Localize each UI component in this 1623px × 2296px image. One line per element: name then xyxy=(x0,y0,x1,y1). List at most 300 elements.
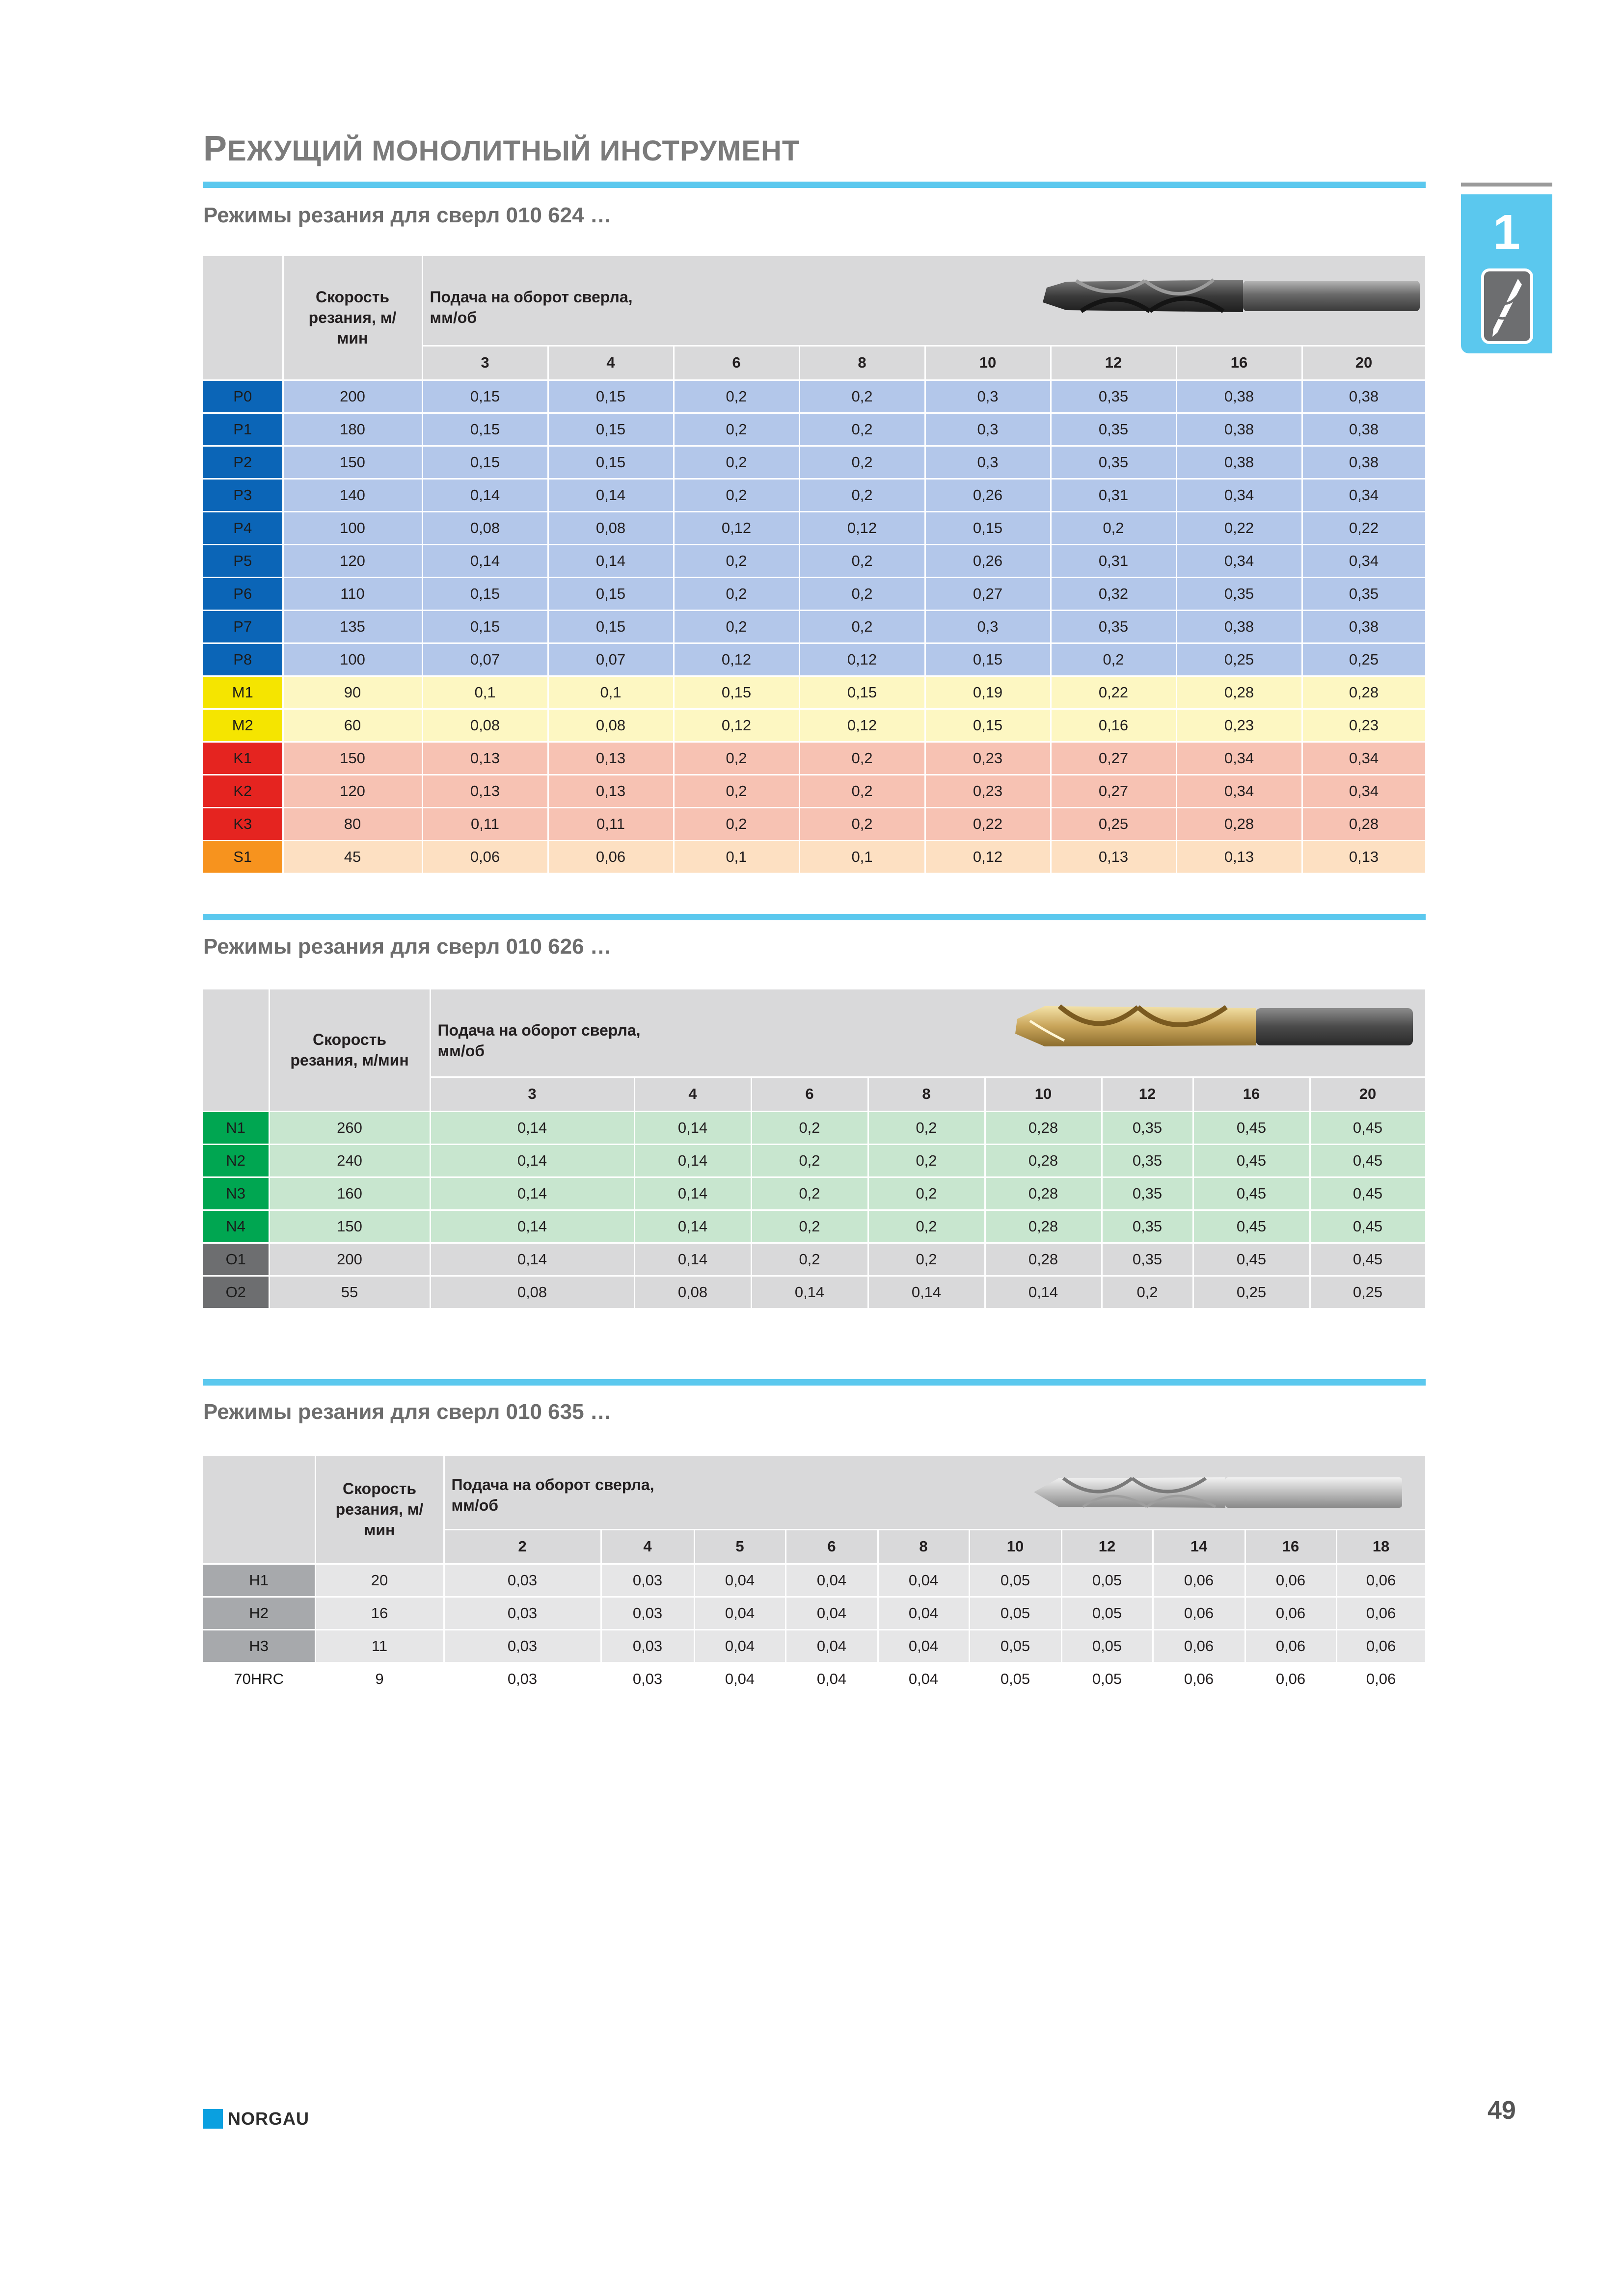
feed-value: 0,2 xyxy=(799,577,925,610)
diameter-header: 6 xyxy=(674,346,799,380)
feed-value: 0,08 xyxy=(422,709,548,742)
cutting-speed: 80 xyxy=(283,807,422,840)
feed-value: 0,04 xyxy=(694,1629,785,1662)
material-code: P0 xyxy=(203,380,283,413)
cutting-speed: 180 xyxy=(283,413,422,446)
section-divider xyxy=(203,182,1426,188)
feed-value: 0,31 xyxy=(1051,479,1176,511)
feed-value: 0,2 xyxy=(1051,643,1176,676)
feed-value: 0,23 xyxy=(925,742,1051,774)
feed-value: 0,06 xyxy=(1153,1564,1245,1597)
feed-value: 0,2 xyxy=(751,1177,868,1210)
diameter-header: 20 xyxy=(1310,1077,1426,1111)
feed-value: 0,35 xyxy=(1302,577,1426,610)
feed-value: 0,45 xyxy=(1310,1111,1426,1144)
feed-value: 0,04 xyxy=(694,1597,785,1629)
feed-value: 0,13 xyxy=(1176,840,1302,873)
feed-value: 0,15 xyxy=(548,577,674,610)
feed-value: 0,04 xyxy=(878,1629,969,1662)
feed-value: 0,45 xyxy=(1310,1243,1426,1276)
material-code: M1 xyxy=(203,676,283,709)
table-row xyxy=(203,577,1426,610)
feed-value: 0,2 xyxy=(868,1210,985,1243)
section-divider xyxy=(203,914,1426,920)
material-code: P8 xyxy=(203,643,283,676)
diameter-header: 12 xyxy=(1061,1529,1153,1564)
feed-value: 0,2 xyxy=(868,1243,985,1276)
feed-value: 0,35 xyxy=(1102,1111,1193,1144)
feed-value: 0,25 xyxy=(1310,1276,1426,1308)
feed-value: 0,06 xyxy=(1245,1629,1336,1662)
feed-value: 0,35 xyxy=(1102,1243,1193,1276)
cutting-speed: 150 xyxy=(269,1210,430,1243)
material-code: P3 xyxy=(203,479,283,511)
feed-value: 0,06 xyxy=(1336,1597,1426,1629)
feed-value: 0,14 xyxy=(868,1276,985,1308)
feed-value: 0,13 xyxy=(548,742,674,774)
feed-value: 0,05 xyxy=(969,1662,1061,1695)
table-row xyxy=(203,643,1426,676)
feed-value: 0,35 xyxy=(1176,577,1302,610)
feed-value: 0,22 xyxy=(1176,511,1302,544)
feed-value: 0,34 xyxy=(1302,742,1426,774)
feed-value: 0,28 xyxy=(1176,676,1302,709)
feed-value: 0,2 xyxy=(799,610,925,643)
feed-value: 0,14 xyxy=(548,479,674,511)
feed-value: 0,28 xyxy=(1176,807,1302,840)
table-row xyxy=(203,709,1426,742)
feed-value: 0,38 xyxy=(1302,446,1426,479)
feed-value: 0,13 xyxy=(1051,840,1176,873)
brand-logo xyxy=(203,2109,309,2129)
feed-value: 0,16 xyxy=(1051,709,1176,742)
table-row xyxy=(203,413,1426,446)
section-title-626: Режимы резания для сверл 010 626 … xyxy=(203,934,612,959)
feed-value: 0,2 xyxy=(674,577,799,610)
material-code: K2 xyxy=(203,774,283,807)
feed-value: 0,1 xyxy=(548,676,674,709)
feed-value: 0,05 xyxy=(969,1564,1061,1597)
cutting-table-624 xyxy=(203,256,1427,874)
table-row xyxy=(203,807,1426,840)
diameter-header: 8 xyxy=(799,346,925,380)
feed-header-label: Подача на оборот сверла, мм/об xyxy=(430,288,633,326)
feed-header-label: Подача на оборот сверла, мм/об xyxy=(437,1021,641,1060)
diameter-header: 5 xyxy=(694,1529,785,1564)
dark-carbide-drill-image xyxy=(1037,273,1425,317)
feed-value: 0,38 xyxy=(1176,413,1302,446)
feed-header xyxy=(430,989,1426,1077)
feed-value: 0,08 xyxy=(422,511,548,544)
feed-value: 0,2 xyxy=(799,742,925,774)
table-row xyxy=(203,840,1426,873)
material-code: O1 xyxy=(203,1243,269,1276)
feed-value: 0,28 xyxy=(1302,807,1426,840)
feed-value: 0,06 xyxy=(1153,1662,1245,1695)
cutting-speed: 45 xyxy=(283,840,422,873)
feed-value: 0,11 xyxy=(548,807,674,840)
material-code: M2 xyxy=(203,709,283,742)
page-title-rest: ЕЖУЩИЙ МОНОЛИТНЫЙ ИНСТРУМЕНТ xyxy=(227,135,800,167)
feed-value: 0,03 xyxy=(601,1629,694,1662)
feed-value: 0,26 xyxy=(925,479,1051,511)
diameter-header: 12 xyxy=(1051,346,1176,380)
feed-value: 0,2 xyxy=(674,446,799,479)
feed-value: 0,06 xyxy=(1336,1629,1426,1662)
section-title-635: Режимы резания для сверл 010 635 … xyxy=(203,1400,612,1424)
material-code: K1 xyxy=(203,742,283,774)
speed-header: Скорость резания, м/мин xyxy=(269,989,430,1111)
feed-value: 0,04 xyxy=(785,1662,878,1695)
material-code: N1 xyxy=(203,1111,269,1144)
feed-value: 0,38 xyxy=(1302,610,1426,643)
feed-value: 0,2 xyxy=(868,1111,985,1144)
speed-header: Скорость резания, м/мин xyxy=(283,256,422,380)
table-row xyxy=(203,1662,1426,1695)
material-code: P6 xyxy=(203,577,283,610)
feed-value: 0,2 xyxy=(674,742,799,774)
feed-value: 0,05 xyxy=(1061,1629,1153,1662)
feed-value: 0,12 xyxy=(674,709,799,742)
feed-value: 0,04 xyxy=(694,1564,785,1597)
feed-header-label: Подача на оборот сверла, мм/об xyxy=(451,1476,654,1514)
feed-value: 0,03 xyxy=(601,1564,694,1597)
feed-value: 0,03 xyxy=(601,1597,694,1629)
feed-value: 0,32 xyxy=(1051,577,1176,610)
code-header-cell xyxy=(203,1456,315,1564)
feed-value: 0,28 xyxy=(985,1210,1102,1243)
feed-value: 0,22 xyxy=(1051,676,1176,709)
feed-value: 0,05 xyxy=(1061,1564,1153,1597)
diameter-header: 4 xyxy=(634,1077,751,1111)
feed-value: 0,14 xyxy=(634,1177,751,1210)
feed-value: 0,06 xyxy=(1245,1564,1336,1597)
feed-value: 0,15 xyxy=(548,610,674,643)
feed-value: 0,15 xyxy=(422,610,548,643)
feed-value: 0,15 xyxy=(422,577,548,610)
feed-value: 0,34 xyxy=(1302,544,1426,577)
page-title-initial: Р xyxy=(203,129,228,168)
feed-value: 0,12 xyxy=(925,840,1051,873)
feed-value: 0,14 xyxy=(634,1144,751,1177)
feed-value: 0,14 xyxy=(548,544,674,577)
cutting-speed: 11 xyxy=(315,1629,444,1662)
table-row xyxy=(203,676,1426,709)
feed-value: 0,23 xyxy=(1302,709,1426,742)
feed-value: 0,05 xyxy=(969,1629,1061,1662)
section-title-624: Режимы резания для сверл 010 624 … xyxy=(203,203,612,227)
feed-value: 0,04 xyxy=(878,1597,969,1629)
feed-value: 0,34 xyxy=(1176,742,1302,774)
diameter-header: 10 xyxy=(985,1077,1102,1111)
feed-value: 0,35 xyxy=(1102,1210,1193,1243)
diameter-header: 20 xyxy=(1302,346,1426,380)
diameter-header: 4 xyxy=(601,1529,694,1564)
diameter-header: 18 xyxy=(1336,1529,1426,1564)
feed-value: 0,3 xyxy=(925,446,1051,479)
table-row xyxy=(203,1144,1426,1177)
brand-name: NORGAU xyxy=(228,2109,309,2129)
diameter-header: 16 xyxy=(1193,1077,1310,1111)
material-code: H3 xyxy=(203,1629,315,1662)
table-row xyxy=(203,1629,1426,1662)
feed-value: 0,14 xyxy=(422,479,548,511)
table-row xyxy=(203,511,1426,544)
feed-value: 0,28 xyxy=(985,1243,1102,1276)
feed-value: 0,13 xyxy=(422,774,548,807)
table-row xyxy=(203,1210,1426,1243)
feed-value: 0,34 xyxy=(1176,544,1302,577)
diameter-header: 16 xyxy=(1245,1529,1336,1564)
feed-value: 0,23 xyxy=(1176,709,1302,742)
cutting-speed: 100 xyxy=(283,511,422,544)
drill-chapter-icon xyxy=(1481,268,1534,345)
cutting-speed: 140 xyxy=(283,479,422,511)
feed-value: 0,2 xyxy=(674,479,799,511)
cutting-speed: 200 xyxy=(283,380,422,413)
table-row xyxy=(203,1243,1426,1276)
material-code: P1 xyxy=(203,413,283,446)
feed-value: 0,45 xyxy=(1193,1177,1310,1210)
feed-value: 0,28 xyxy=(985,1111,1102,1144)
diameter-header: 3 xyxy=(422,346,548,380)
feed-value: 0,35 xyxy=(1051,610,1176,643)
diameter-header: 3 xyxy=(430,1077,634,1111)
feed-value: 0,03 xyxy=(601,1662,694,1695)
feed-value: 0,06 xyxy=(1153,1629,1245,1662)
feed-value: 0,25 xyxy=(1193,1276,1310,1308)
feed-value: 0,08 xyxy=(548,709,674,742)
feed-value: 0,2 xyxy=(674,807,799,840)
feed-value: 0,38 xyxy=(1176,610,1302,643)
feed-value: 0,25 xyxy=(1051,807,1176,840)
table-row xyxy=(203,380,1426,413)
feed-value: 0,34 xyxy=(1302,479,1426,511)
feed-value: 0,2 xyxy=(751,1210,868,1243)
feed-value: 0,35 xyxy=(1102,1177,1193,1210)
table-row xyxy=(203,479,1426,511)
table-row xyxy=(203,1597,1426,1629)
table-row xyxy=(203,544,1426,577)
feed-value: 0,3 xyxy=(925,380,1051,413)
feed-value: 0,25 xyxy=(1176,643,1302,676)
feed-value: 0,14 xyxy=(430,1243,634,1276)
material-code: K3 xyxy=(203,807,283,840)
feed-value: 0,06 xyxy=(1245,1662,1336,1695)
feed-value: 0,14 xyxy=(634,1243,751,1276)
table-row xyxy=(203,1111,1426,1144)
feed-value: 0,15 xyxy=(422,446,548,479)
cutting-speed: 9 xyxy=(315,1662,444,1695)
code-header-cell xyxy=(203,256,283,380)
feed-value: 0,04 xyxy=(785,1629,878,1662)
diameter-header: 2 xyxy=(444,1529,601,1564)
table-row xyxy=(203,742,1426,774)
feed-value: 0,13 xyxy=(422,742,548,774)
feed-value: 0,06 xyxy=(422,840,548,873)
feed-value: 0,03 xyxy=(444,1662,601,1695)
feed-value: 0,06 xyxy=(1153,1597,1245,1629)
diameter-header: 8 xyxy=(878,1529,969,1564)
feed-value: 0,05 xyxy=(1061,1597,1153,1629)
feed-value: 0,11 xyxy=(422,807,548,840)
feed-value: 0,2 xyxy=(799,544,925,577)
feed-value: 0,45 xyxy=(1310,1177,1426,1210)
feed-value: 0,15 xyxy=(422,380,548,413)
feed-value: 0,04 xyxy=(694,1662,785,1695)
feed-value: 0,2 xyxy=(674,610,799,643)
feed-value: 0,15 xyxy=(799,676,925,709)
feed-value: 0,1 xyxy=(799,840,925,873)
feed-value: 0,27 xyxy=(1051,774,1176,807)
feed-value: 0,15 xyxy=(548,380,674,413)
feed-value: 0,1 xyxy=(422,676,548,709)
feed-value: 0,3 xyxy=(925,413,1051,446)
feed-value: 0,2 xyxy=(868,1144,985,1177)
diameter-header: 8 xyxy=(868,1077,985,1111)
chapter-tab xyxy=(1461,194,1552,353)
cutting-speed: 260 xyxy=(269,1111,430,1144)
cutting-speed: 55 xyxy=(269,1276,430,1308)
feed-value: 0,2 xyxy=(868,1177,985,1210)
feed-value: 0,05 xyxy=(969,1597,1061,1629)
feed-value: 0,38 xyxy=(1176,380,1302,413)
feed-value: 0,06 xyxy=(548,840,674,873)
feed-value: 0,14 xyxy=(634,1210,751,1243)
feed-header xyxy=(422,256,1426,346)
feed-value: 0,2 xyxy=(799,807,925,840)
feed-value: 0,06 xyxy=(1336,1564,1426,1597)
feed-value: 0,2 xyxy=(799,774,925,807)
feed-value: 0,34 xyxy=(1176,774,1302,807)
table-row xyxy=(203,1564,1426,1597)
table-row xyxy=(203,610,1426,643)
diameter-header: 4 xyxy=(548,346,674,380)
cutting-speed: 16 xyxy=(315,1597,444,1629)
cutting-table-635 xyxy=(203,1456,1427,1696)
code-header-cell xyxy=(203,989,269,1111)
feed-value: 0,2 xyxy=(674,413,799,446)
diameter-header: 6 xyxy=(751,1077,868,1111)
feed-value: 0,12 xyxy=(799,709,925,742)
feed-value: 0,15 xyxy=(548,446,674,479)
feed-value: 0,12 xyxy=(674,511,799,544)
material-code: P2 xyxy=(203,446,283,479)
feed-value: 0,27 xyxy=(925,577,1051,610)
page-number: 49 xyxy=(1488,2096,1516,2125)
feed-value: 0,19 xyxy=(925,676,1051,709)
feed-value: 0,22 xyxy=(925,807,1051,840)
feed-value: 0,13 xyxy=(1302,840,1426,873)
feed-value: 0,2 xyxy=(751,1243,868,1276)
feed-value: 0,45 xyxy=(1193,1144,1310,1177)
feed-value: 0,14 xyxy=(430,1144,634,1177)
feed-value: 0,06 xyxy=(1336,1662,1426,1695)
feed-value: 0,45 xyxy=(1193,1111,1310,1144)
feed-value: 0,15 xyxy=(548,413,674,446)
feed-value: 0,14 xyxy=(751,1276,868,1308)
feed-header xyxy=(444,1456,1426,1529)
material-code: N4 xyxy=(203,1210,269,1243)
feed-value: 0,06 xyxy=(1245,1597,1336,1629)
feed-value: 0,15 xyxy=(925,511,1051,544)
diameter-header: 12 xyxy=(1102,1077,1193,1111)
feed-value: 0,1 xyxy=(674,840,799,873)
feed-value: 0,2 xyxy=(799,413,925,446)
feed-value: 0,38 xyxy=(1176,446,1302,479)
diameter-header: 6 xyxy=(785,1529,878,1564)
feed-value: 0,45 xyxy=(1310,1144,1426,1177)
cutting-speed: 135 xyxy=(283,610,422,643)
feed-value: 0,08 xyxy=(634,1276,751,1308)
material-code: 70HRC xyxy=(203,1662,315,1695)
cutting-speed: 240 xyxy=(269,1144,430,1177)
feed-value: 0,14 xyxy=(430,1177,634,1210)
feed-value: 0,14 xyxy=(985,1276,1102,1308)
feed-value: 0,2 xyxy=(799,380,925,413)
material-code: N2 xyxy=(203,1144,269,1177)
feed-value: 0,34 xyxy=(1176,479,1302,511)
cutting-speed: 90 xyxy=(283,676,422,709)
material-code: H1 xyxy=(203,1564,315,1597)
cutting-table-626 xyxy=(203,989,1427,1309)
feed-value: 0,2 xyxy=(751,1111,868,1144)
gold-coated-drill-image xyxy=(1010,1001,1418,1050)
feed-value: 0,14 xyxy=(422,544,548,577)
feed-value: 0,31 xyxy=(1051,544,1176,577)
feed-value: 0,04 xyxy=(785,1564,878,1597)
feed-value: 0,08 xyxy=(548,511,674,544)
feed-value: 0,45 xyxy=(1193,1210,1310,1243)
feed-value: 0,15 xyxy=(925,643,1051,676)
material-code: P7 xyxy=(203,610,283,643)
material-code: S1 xyxy=(203,840,283,873)
feed-value: 0,25 xyxy=(1302,643,1426,676)
feed-value: 0,2 xyxy=(674,380,799,413)
feed-value: 0,28 xyxy=(985,1144,1102,1177)
feed-value: 0,12 xyxy=(674,643,799,676)
feed-value: 0,38 xyxy=(1302,380,1426,413)
material-code: P4 xyxy=(203,511,283,544)
feed-value: 0,35 xyxy=(1102,1144,1193,1177)
cutting-speed: 160 xyxy=(269,1177,430,1210)
feed-value: 0,15 xyxy=(422,413,548,446)
feed-value: 0,28 xyxy=(985,1177,1102,1210)
feed-value: 0,14 xyxy=(430,1111,634,1144)
cutting-speed: 120 xyxy=(283,774,422,807)
speed-header: Скорость резания, м/мин xyxy=(315,1456,444,1564)
feed-value: 0,2 xyxy=(674,544,799,577)
feed-value: 0,13 xyxy=(548,774,674,807)
feed-value: 0,3 xyxy=(925,610,1051,643)
feed-value: 0,05 xyxy=(1061,1662,1153,1695)
cutting-speed: 120 xyxy=(283,544,422,577)
diameter-header: 14 xyxy=(1153,1529,1245,1564)
feed-value: 0,35 xyxy=(1051,413,1176,446)
feed-value: 0,04 xyxy=(878,1662,969,1695)
feed-value: 0,14 xyxy=(634,1111,751,1144)
feed-value: 0,45 xyxy=(1310,1210,1426,1243)
cutting-speed: 100 xyxy=(283,643,422,676)
feed-value: 0,2 xyxy=(1051,511,1176,544)
cutting-speed: 200 xyxy=(269,1243,430,1276)
page-title xyxy=(203,129,800,169)
feed-value: 0,12 xyxy=(799,643,925,676)
feed-value: 0,08 xyxy=(430,1276,634,1308)
feed-value: 0,03 xyxy=(444,1629,601,1662)
table-row xyxy=(203,446,1426,479)
cutting-speed: 20 xyxy=(315,1564,444,1597)
